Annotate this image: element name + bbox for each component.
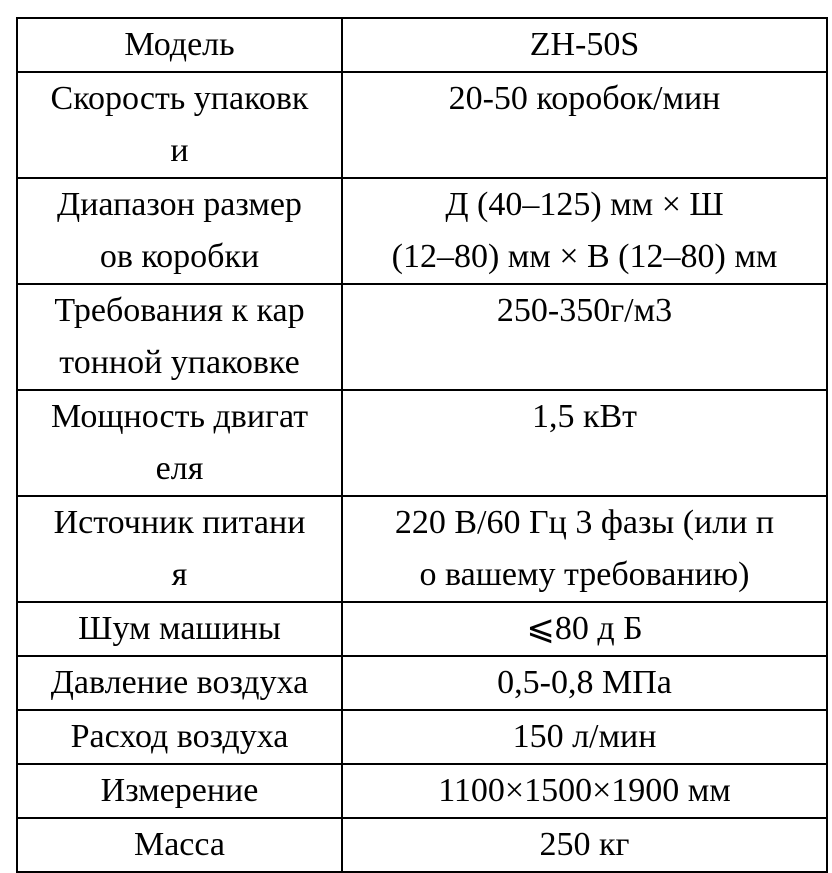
- value-text: (12–80) мм × В (12–80) мм: [391, 238, 778, 275]
- param-label: Мощность двигат: [50, 398, 309, 435]
- value-text: 250 кг: [539, 826, 630, 863]
- value-cell: [342, 18, 827, 72]
- table-row-air-pressure: [17, 656, 827, 710]
- value-text: 250-350г/м3: [496, 292, 673, 329]
- table-row-power-supply: [17, 496, 827, 602]
- param-cell: [17, 496, 342, 602]
- value-text: 1100×1500×1900 мм: [438, 772, 731, 809]
- value-cell: [342, 390, 827, 496]
- param-label: Источник питани: [53, 504, 306, 541]
- param-label: Расход воздуха: [70, 718, 289, 755]
- param-label: Требования к кар: [54, 292, 305, 329]
- param-label: Скорость упаковк: [50, 80, 309, 117]
- param-label: тонной упаковке: [59, 344, 300, 381]
- param-label: Диапазон размер: [57, 186, 302, 223]
- param-cell: [17, 710, 342, 764]
- param-label: еля: [155, 450, 204, 487]
- param-cell: [17, 764, 342, 818]
- table-row-dimensions: [17, 764, 827, 818]
- value-cell: [342, 496, 827, 602]
- value-cell: [342, 602, 827, 656]
- param-cell: [17, 18, 342, 72]
- param-cell: [17, 602, 342, 656]
- table-row-carton-requirements: [17, 284, 827, 390]
- param-label: ов коробки: [99, 238, 260, 275]
- value-cell: [342, 72, 827, 178]
- param-label: Измерение: [100, 772, 259, 809]
- value-text: о вашему требованию): [419, 556, 750, 593]
- value-cell: [342, 656, 827, 710]
- value-cell: [342, 284, 827, 390]
- value-text: 20-50 коробок/мин: [448, 80, 721, 117]
- table-row-motor-power: [17, 390, 827, 496]
- param-cell: [17, 284, 342, 390]
- param-label: Модель: [124, 26, 235, 63]
- param-label: Давление воздуха: [50, 664, 309, 701]
- param-label: Шум машины: [78, 610, 281, 647]
- table-row-box-size-range: [17, 178, 827, 284]
- value-text: ⩽80 д Б: [526, 610, 643, 647]
- param-label: и: [170, 132, 189, 169]
- param-cell: [17, 390, 342, 496]
- table-row-packing-speed: [17, 72, 827, 178]
- value-text: 0,5-0,8 МПа: [497, 664, 672, 701]
- table-row-model: [17, 18, 827, 72]
- value-text: 150 л/мин: [512, 718, 657, 755]
- param-cell: [17, 656, 342, 710]
- spec-table: [16, 17, 828, 873]
- value-cell: [342, 710, 827, 764]
- value-cell: [342, 178, 827, 284]
- table-row-machine-noise: [17, 602, 827, 656]
- value-text: 220 В/60 Гц 3 фазы (или п: [394, 504, 775, 541]
- value-cell: [342, 764, 827, 818]
- value-text: ZH-50S: [529, 26, 640, 63]
- value-text: Д (40–125) мм × Ш: [445, 186, 724, 223]
- param-label: я: [171, 556, 188, 593]
- value-text: 1,5 кВт: [531, 398, 638, 435]
- param-cell: [17, 72, 342, 178]
- param-label: Масса: [133, 826, 225, 863]
- table-row-air-consumption: [17, 710, 827, 764]
- param-cell: [17, 178, 342, 284]
